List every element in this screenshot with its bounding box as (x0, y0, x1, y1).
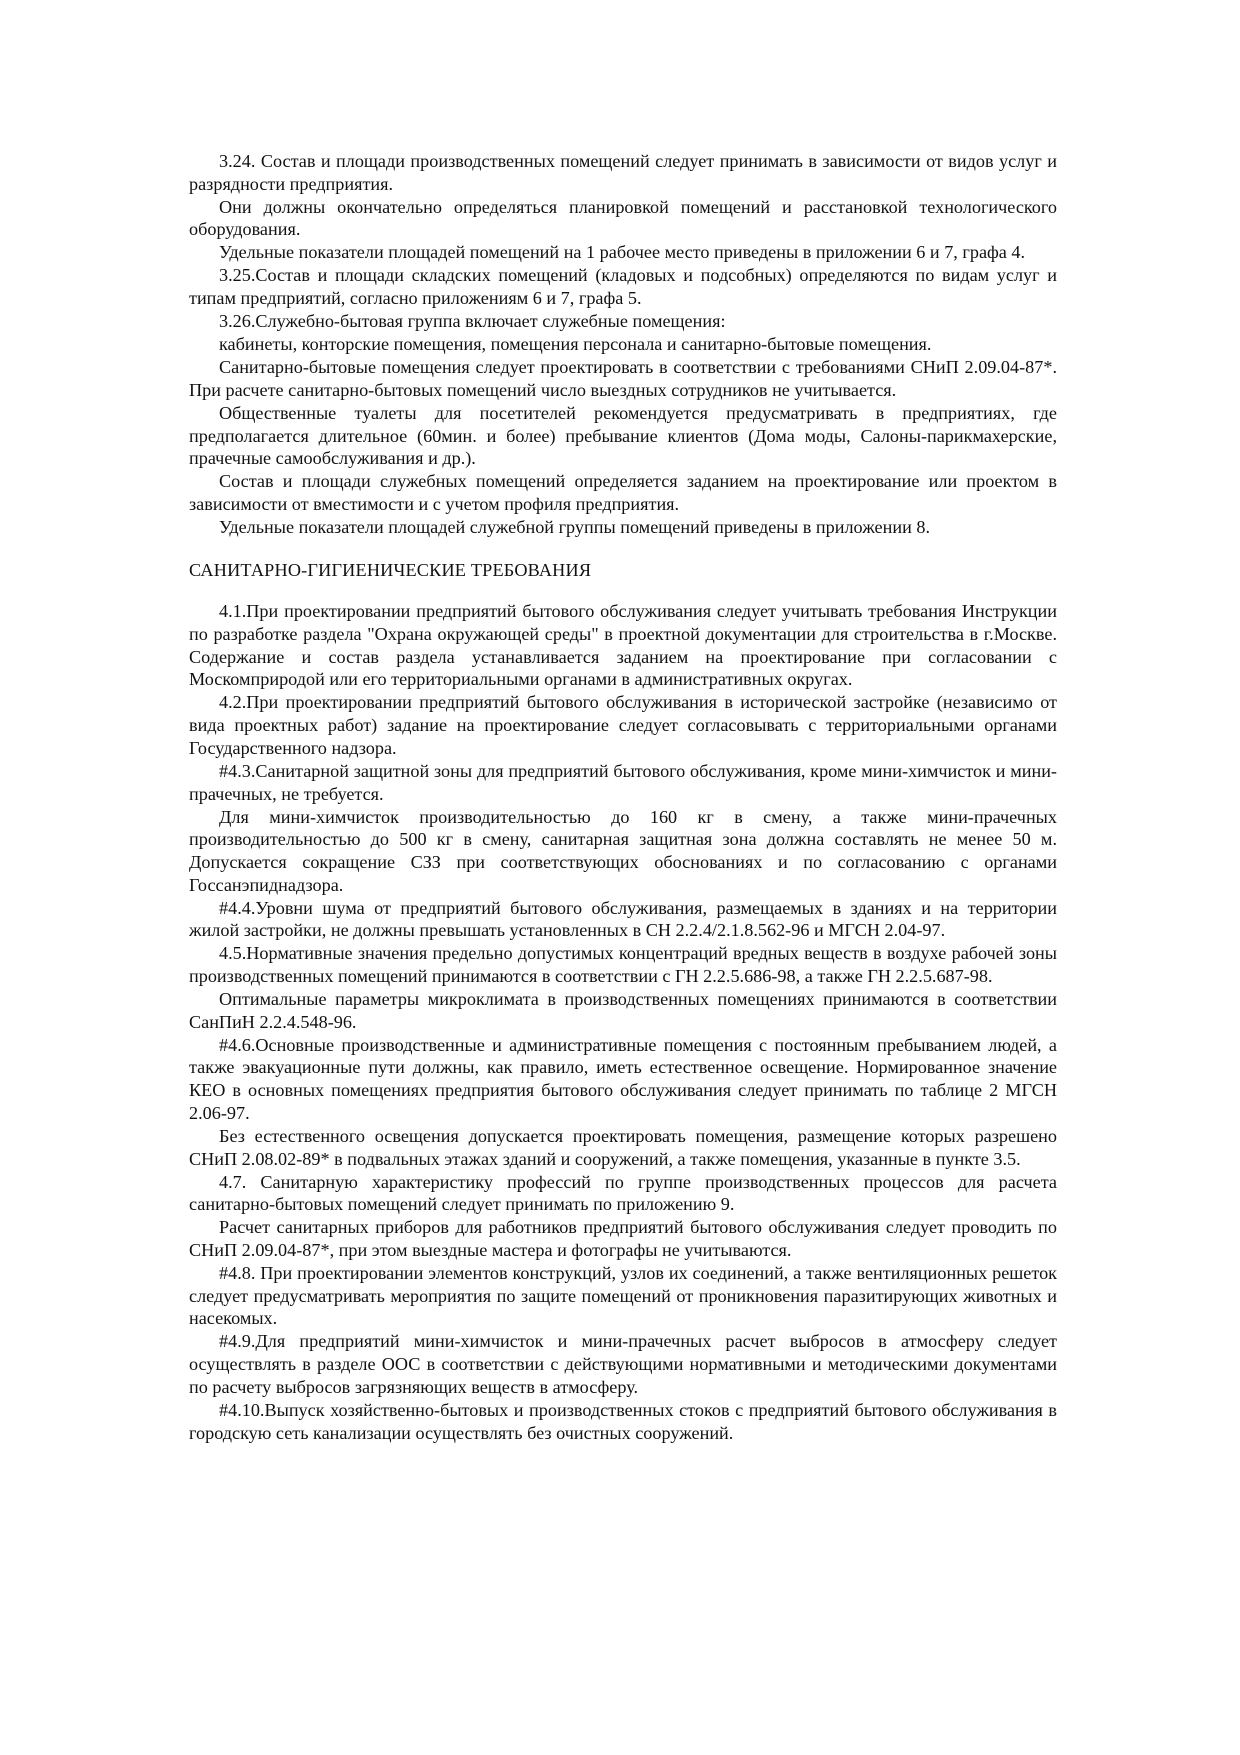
paragraph-3-24-cont: Они должны окончательно определяться планировкой помещений и расстановкой технологического оборудования. (189, 196, 1057, 240)
paragraph-4-1: 4.1.При проектировании предприятий бытового обслуживания следует учитывать требования Инструкции по разработке раздела "Охрана окружающей среды" в проектной документации для строительства в г.Москве. Содержание и состав раздела устанавливается заданием на проектирование при согласовании с Москомприродой или его территориальными органами в административных округах. (189, 601, 1057, 690)
paragraph-3-26-list: кабинеты, конторские помещения, помещения персонала и санитарно-бытовые помещения. (219, 334, 932, 355)
paragraph-3-25: 3.25.Состав и площади складских помещений (кладовых и подсобных) определяются по видам услуг и типам предприятий, согласно приложениям 6 и 7, графа 5. (189, 265, 1057, 309)
paragraph-3-26: 3.26.Служебно-бытовая группа включает служебные помещения: (219, 311, 726, 332)
paragraph-4-10: #4.10.Выпуск хозяйственно-бытовых и производственных стоков с предприятий бытового обслуживания в городскую сеть канализации осуществлять без очистных сооружений. (189, 1399, 1057, 1443)
document-page (189, 150, 1057, 1445)
paragraph-4-6: #4.6.Основные производственные и административные помещения с постоянным пребыванием людей, а также эвакуационные пути должны, как правило, иметь естественное освещение. Нормированное значение КЕО в основных помещениях предприятия бытового обслуживания следует принимать по таблице 2 МГСН 2.06-97. (189, 1034, 1057, 1123)
paragraph-4-7: 4.7. Санитарную характеристику профессий по группе производственных процессов для расчета санитарно-бытовых помещений следует принимать по приложению 9. (189, 1171, 1057, 1215)
paragraph-3-24: 3.24. Состав и площади производственных помещений следует принимать в зависимости от видов услуг и разрядности предприятия. (189, 151, 1057, 194)
paragraph-4-3-cont: Для мини-химчисток производительностью до 160 кг в смену, а также мини-прачечных производительностью до 500 кг в смену, санитарная защитная зона должна составлять не менее 50 м. Допускается сокращение СЗЗ при соответствующих обоснованиях и по согласованию с органами Госсанэпиднадзора. (189, 806, 1057, 895)
paragraph-4-4: #4.4.Уровни шума от предприятий бытового обслуживания, размещаемых в зданиях и на территории жилой застройки, не должны превышать установленных в СН 2.2.4/2.1.8.562-96 и МГСН 2.04-97. (189, 897, 1057, 941)
section-4-body (189, 600, 1057, 1444)
paragraph-3-26-sanitary: Санитарно-бытовые помещения следует проектировать в соответствии с требованиями СНиП 2.09.04-87*. При расчете санитарно-бытовых помещений число выездных сотрудников не учитывается. (189, 357, 1057, 400)
paragraph-4-8: #4.8. При проектировании элементов конструкций, узлов их соединений, а также вентиляционных решеток следует предусматривать мероприятия по защите помещений от проникновения паразитирующих животных и насекомых. (189, 1262, 1057, 1329)
paragraph-4-2: 4.2.При проектировании предприятий бытового обслуживания в исторической застройке (независимо от вида проектных работ) задание на проектирование следует согласовывать с территориальными органами Государственного надзора. (189, 692, 1057, 758)
paragraph-4-6-cont: Без естественного освещения допускается проектировать помещения, размещение которых разрешено СНиП 2.08.02-89* в подвальных этажах зданий и сооружений, а также помещения, указанные в пункте 3.5. (189, 1125, 1057, 1169)
paragraph-3-24-area: Удельные показатели площадей помещений на 1 рабочее место приведены в приложении 6 и 7, графа 4. (219, 242, 1026, 263)
paragraph-4-9: #4.9.Для предприятий мини-химчисток и мини-прачечных расчет выбросов в атмосферу следует осуществлять в разделе ООС в соответствии с действующими нормативными и методическими документами по расчету выбросов загрязняющих веществ в атмосферу. (189, 1331, 1057, 1397)
paragraph-3-26-area: Удельные показатели площадей служебной группы помещений приведены в приложении 8. (219, 516, 930, 537)
paragraph-3-26-office: Состав и площади служебных помещений определяется заданием на проектирование или проектом в зависимости от вместимости и с учетом профиля предприятия. (189, 471, 1057, 514)
section-3-body (189, 150, 1057, 539)
paragraph-4-5-cont: Оптимальные параметры микроклимата в производственных помещениях принимаются в соответствии СанПиН 2.2.4.548-96. (189, 989, 1057, 1032)
section-4-heading: САНИТАРНО-ГИГИЕНИЧЕСКИЕ ТРЕБОВАНИЯ (189, 559, 592, 580)
paragraph-4-5: 4.5.Нормативные значения предельно допустимых концентраций вредных веществ в воздухе рабочей зоны производственных помещений принимаются в соответствии с ГН 2.2.5.686-98, а также ГН 2.2.5.687-98. (189, 943, 1057, 987)
paragraph-3-26-toilets: Общественные туалеты для посетителей рекомендуется предусматривать в предприятиях, где предполагается длительное (60мин. и более) пребывание клиентов (Дома моды, Салоны-парикмахерские, прачечные самообслуживания и др.). (189, 402, 1057, 469)
paragraph-4-7-cont: Расчет санитарных приборов для работников предприятий бытового обслуживания следует проводить по СНиП 2.09.04-87*, при этом выездные мастера и фотографы не учитываются. (189, 1217, 1057, 1260)
paragraph-4-3: #4.3.Санитарной защитной зоны для предприятий бытового обслуживания, кроме мини-химчисток и мини-прачечных, не требуется. (189, 760, 1057, 804)
